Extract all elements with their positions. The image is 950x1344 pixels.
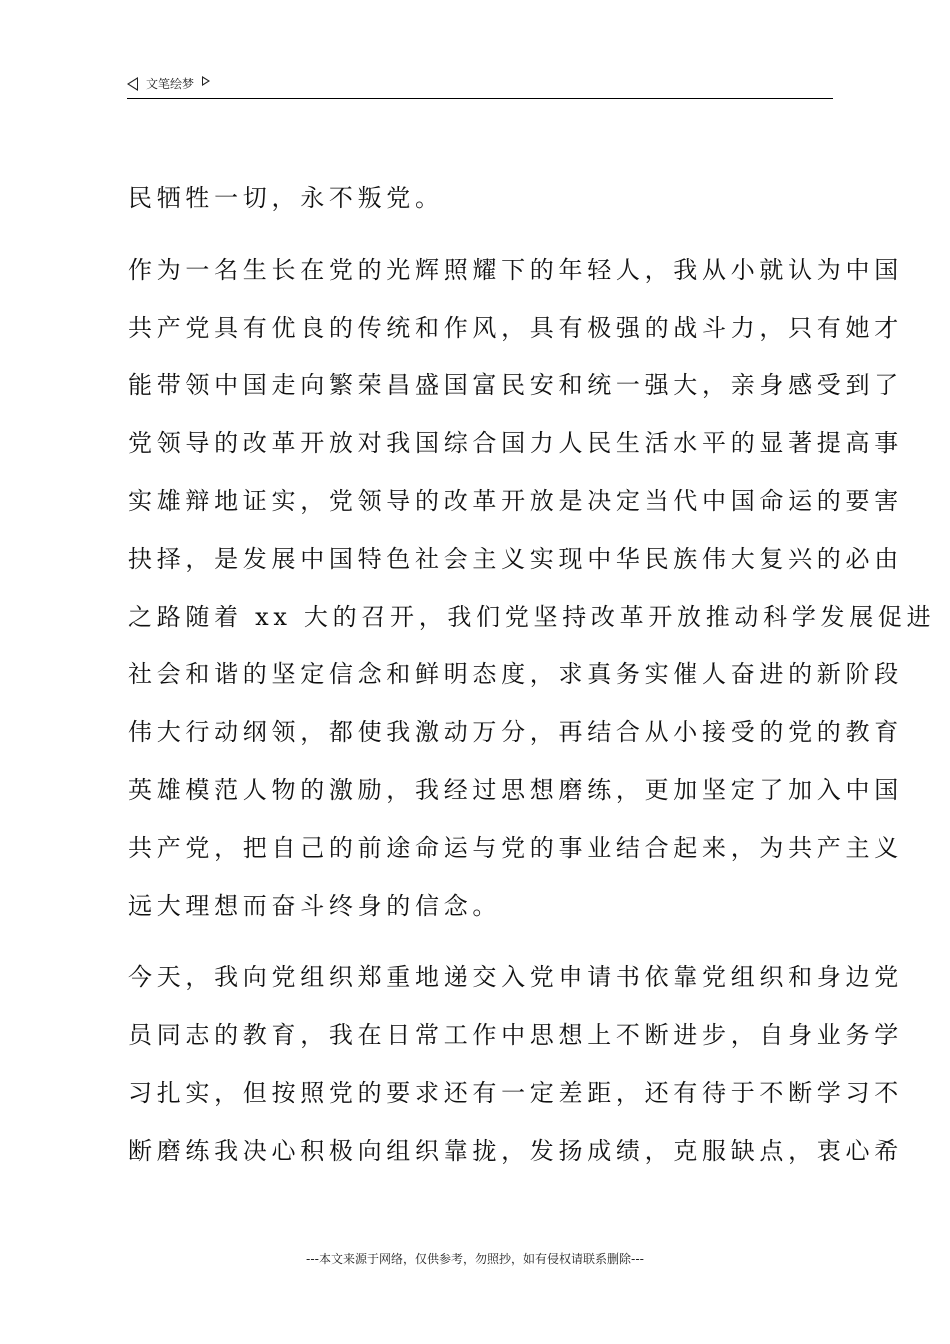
text-line: 员同志的教育，我在日常工作中思想上不断进步，自身业务学 <box>128 1021 903 1050</box>
text-line: 断磨练我决心积极向组织靠拢，发扬成绩，克服缺点，衷心希 <box>128 1136 903 1165</box>
text-line: 习扎实，但按照党的要求还有一定差距，还有待于不断学习不 <box>128 1078 903 1107</box>
header-brand <box>127 75 210 92</box>
text-line: 民牺牲一切，永不叛党。 <box>128 184 444 212</box>
paragraph-3 <box>128 963 903 1196</box>
text-line: 社会和谐的坚定信念和鲜明态度，求真务实催人奋进的新阶段 <box>128 660 903 689</box>
text-line: 能带领中国走向繁荣昌盛国富民安和统一强大，亲身感受到了 <box>128 371 903 400</box>
paragraph-2 <box>128 255 936 952</box>
text-line: 共产党，把自己的前途命运与党的事业结合起来，为共产主义 <box>128 833 903 862</box>
text-line: 党领导的改革开放对我国综合国力人民生活水平的显著提高事 <box>128 429 903 458</box>
triangle-left-icon <box>127 77 138 91</box>
header-title: 文笔绘梦 <box>146 77 195 91</box>
document-body <box>128 184 936 1197</box>
page-footer: ---本文来源于网络，仅供参考，勿照抄，如有侵权请联系删除--- <box>306 1252 644 1266</box>
text-line: 伟大行动纲领，都使我激动万分，再结合从小接受的党的教育 <box>128 718 903 747</box>
triangle-right-icon <box>202 76 210 86</box>
text-line: 抉择，是发展中国特色社会主义实现中华民族伟大复兴的必由 <box>128 544 903 573</box>
paragraph-1 <box>128 186 828 244</box>
text-line: 之路随着 xx 大的召开，我们党坚持改革开放推动科学发展促进 <box>128 602 936 631</box>
text-line: 共产党具有优良的传统和作风，具有极强的战斗力，只有她才 <box>128 313 903 342</box>
text-line: 今天，我向党组织郑重地递交入党申请书依靠党组织和身边党 <box>128 963 903 992</box>
text-line: 英雄模范人物的激励，我经过思想磨练，更加坚定了加入中国 <box>128 775 903 804</box>
text-line: 实雄辩地证实，党领导的改革开放是决定当代中国命运的要害 <box>128 486 903 515</box>
text-line: 远大理想而奋斗终身的信念。 <box>128 891 502 920</box>
page-header <box>127 74 833 99</box>
text-line: 作为一名生长在党的光辉照耀下的年轻人，我从小就认为中国 <box>128 255 903 284</box>
